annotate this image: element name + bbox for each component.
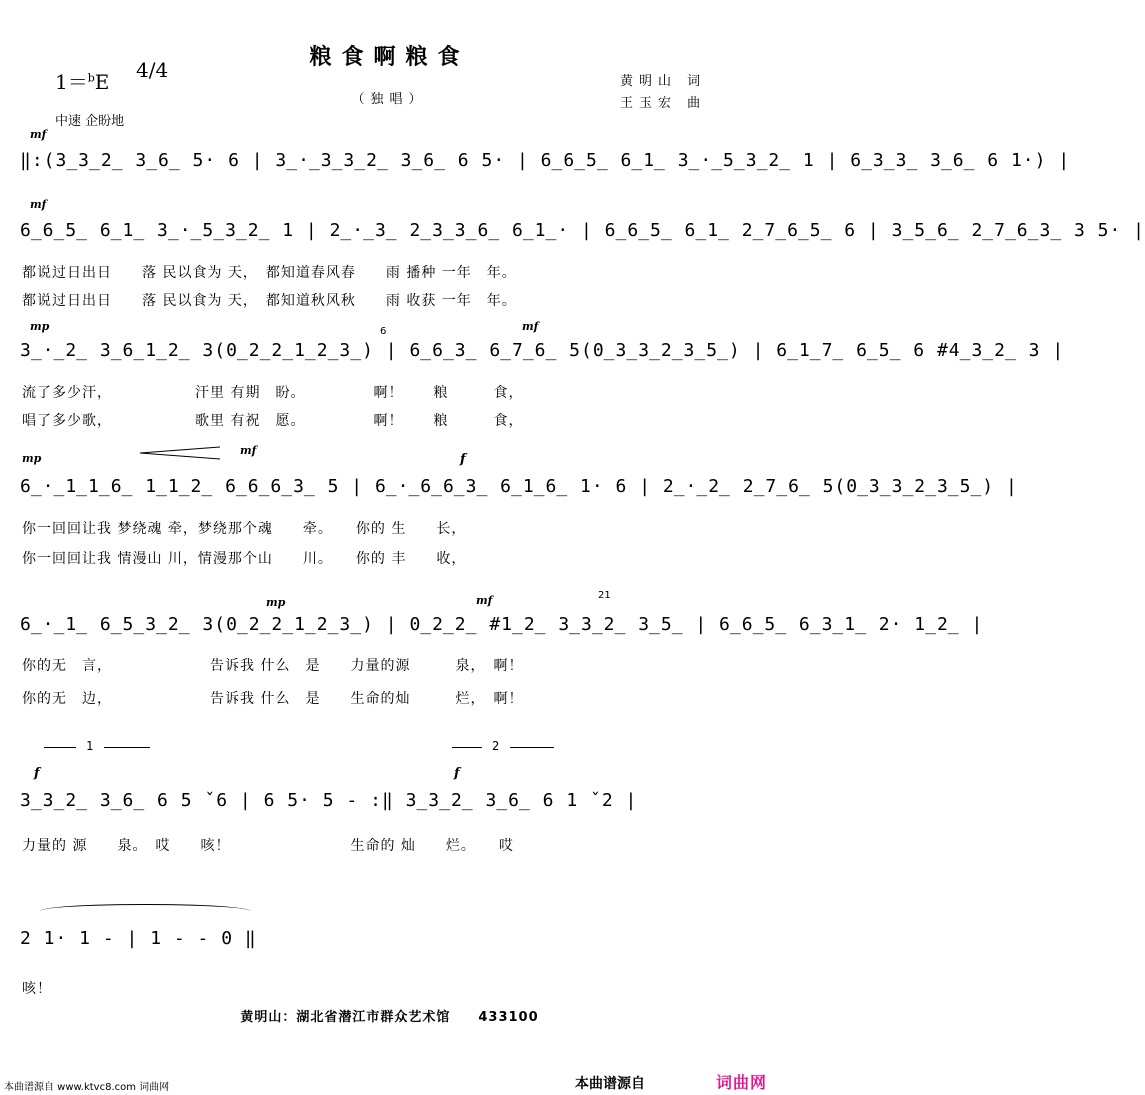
time-signature: 4/4 [136,58,169,82]
lyrics-verse-2: 都说过日出日 落 民以食为 天， 都知道秋风秋 雨 收获 一年 年。 [22,293,517,309]
ending-2-line-right [510,747,554,748]
dynamic-mf: mf [30,198,47,211]
dynamic-f: f [34,766,40,781]
lyrics-verse-1: 都说过日出日 落 民以食为 天， 都知道春风春 雨 播种 一年 年。 [22,265,517,281]
key-flat: b [87,71,95,85]
tie-arc [40,904,250,911]
key-note: E [94,70,110,94]
dynamic-mf: mf [240,444,257,457]
ending-1-line-right [104,747,150,748]
dynamic-mp: mp [30,320,50,333]
dynamic-f: f [454,766,460,781]
notation-line-5: 6̲·̲1̲ 6̲5̲3̲2̲ 3(0̲2̲2̲1̲2̲3̲) | 0̲2̲2̲ #1̲2̲ 3̲3̲2̲ 3̲5̲ | 6̲6̲5̲ 6̲3̲1̲ 2· 1̲2̲ | [20,614,984,635]
grace-note: 6 [380,326,387,337]
tempo-marking: 中速 企盼地 [55,114,125,129]
notation-line-3: 3̲·̲2̲ 3̲6̲1̲2̲ 3(0̲2̲2̲1̲2̲3̲) | 6̲6̲3̲ 6̲7̲6̲ 5(0̲3̲3̲2̲3̲5̲) | 6̲1̲7̲ 6̲5̲ 6 #4̲3̲2̲ 3 | [20,340,1065,361]
ending-2-number: 2 [492,739,500,753]
crescendo-icon [140,447,220,459]
crescendo-mark [140,444,220,456]
notation-line-4: 6̲·̲1̲1̲6̲ 1̲1̲2̲ 6̲6̲6̲3̲ 5 | 6̲·̲6̲6̲3̲ 6̲1̲6̲ 1· 6 | 2̲·̲2̲ 2̲7̲6̲ 5(0̲3̲3̲2̲3̲5̲) | [20,476,1018,497]
key-signature [55,66,109,95]
ending-1-line-left [44,747,76,748]
source-label: 本曲谱源自 [575,1076,645,1092]
dynamic-mf: mf [476,594,493,607]
notation-line-2: 6̲6̲5̲ 6̲1̲ 3̲·̲5̲3̲2̲ 1 | 2̲·̲3̲ 2̲3̲3̲6̲ 6̲1̲· | 6̲6̲5̲ 6̲1̲ 2̲7̲6̲5̲ 6 | 3̲5̲6̲ 2̲7̲6̲3̲ 3 5· | [20,220,1145,241]
site-logo: 词曲网 [716,1073,768,1092]
notation-line-6: 3̲3̲2̲ 3̲6̲ 6 5 ˇ6 | 6 5· 5 - :‖ 3̲3̲2̲ 3̲6̲ 6 1 ˇ2 | [20,790,638,811]
lyrics-verse-1: 流了多少汗， 汗里 有期 盼。 啊！ 粮 食， [22,385,524,401]
source-watermark: 本曲谱源自 www.ktvc8.com 词曲网 [4,1082,170,1093]
lyrics-verse-2: 你的无 边， 告诉我 什么 是 生命的灿 烂， 啊！ [22,691,524,707]
notation-line-7: 2 1· 1 - | 1 - - 0 ‖ [20,928,257,949]
composer-credit: 王玉宏 曲 [620,96,707,111]
dynamic-mp: mp [22,452,42,465]
dynamic-mf: mf [522,320,539,333]
notation-line-1: ‖:(3̲3̲2̲ 3̲6̲ 5· 6 | 3̲·̲3̲3̲2̲ 3̲6̲ 6 5· | 6̲6̲5̲ 6̲1̲ 3̲·̲5̲3̲2̲ 1 | 6̲3̲3̲ 3̲6̲ 6 1·) | [20,150,1071,171]
lyrics-line-7: 咳！ [22,981,52,997]
lyrics-verse-1: 你一回回让我 梦绕魂 牵，梦绕那个魂 牵。 你的 生 长， [22,521,467,537]
author-address-note: 黄明山：湖北省潜江市群众艺术馆 433100 [240,1010,539,1025]
lyrics-line-6: 力量的 源 泉。 哎 咳！ 生命的 灿 烂。 哎 [22,838,514,854]
lyrics-verse-1: 你的无 言， 告诉我 什么 是 力量的源 泉， 啊！ [22,658,524,674]
dynamic-mp: mp [266,596,286,609]
dynamic-mf: mf [30,128,47,141]
grace-note: 21 [598,590,611,601]
score-title: 粮食啊粮食 [309,45,470,70]
lyrics-verse-2: 唱了多少歌， 歌里 有祝 愿。 啊！ 粮 食， [22,413,524,429]
lyricist-credit: 黄明山 词 [620,74,707,89]
ending-2-line-left [452,747,482,748]
key-prefix: 1＝ [55,70,88,94]
lyrics-verse-2: 你一回回让我 情漫山 川，情漫那个山 川。 你的 丰 收， [22,551,467,567]
ending-1-number: 1 [86,739,94,753]
dynamic-f: f [460,452,466,467]
score-subtitle: （独唱） [351,92,428,107]
